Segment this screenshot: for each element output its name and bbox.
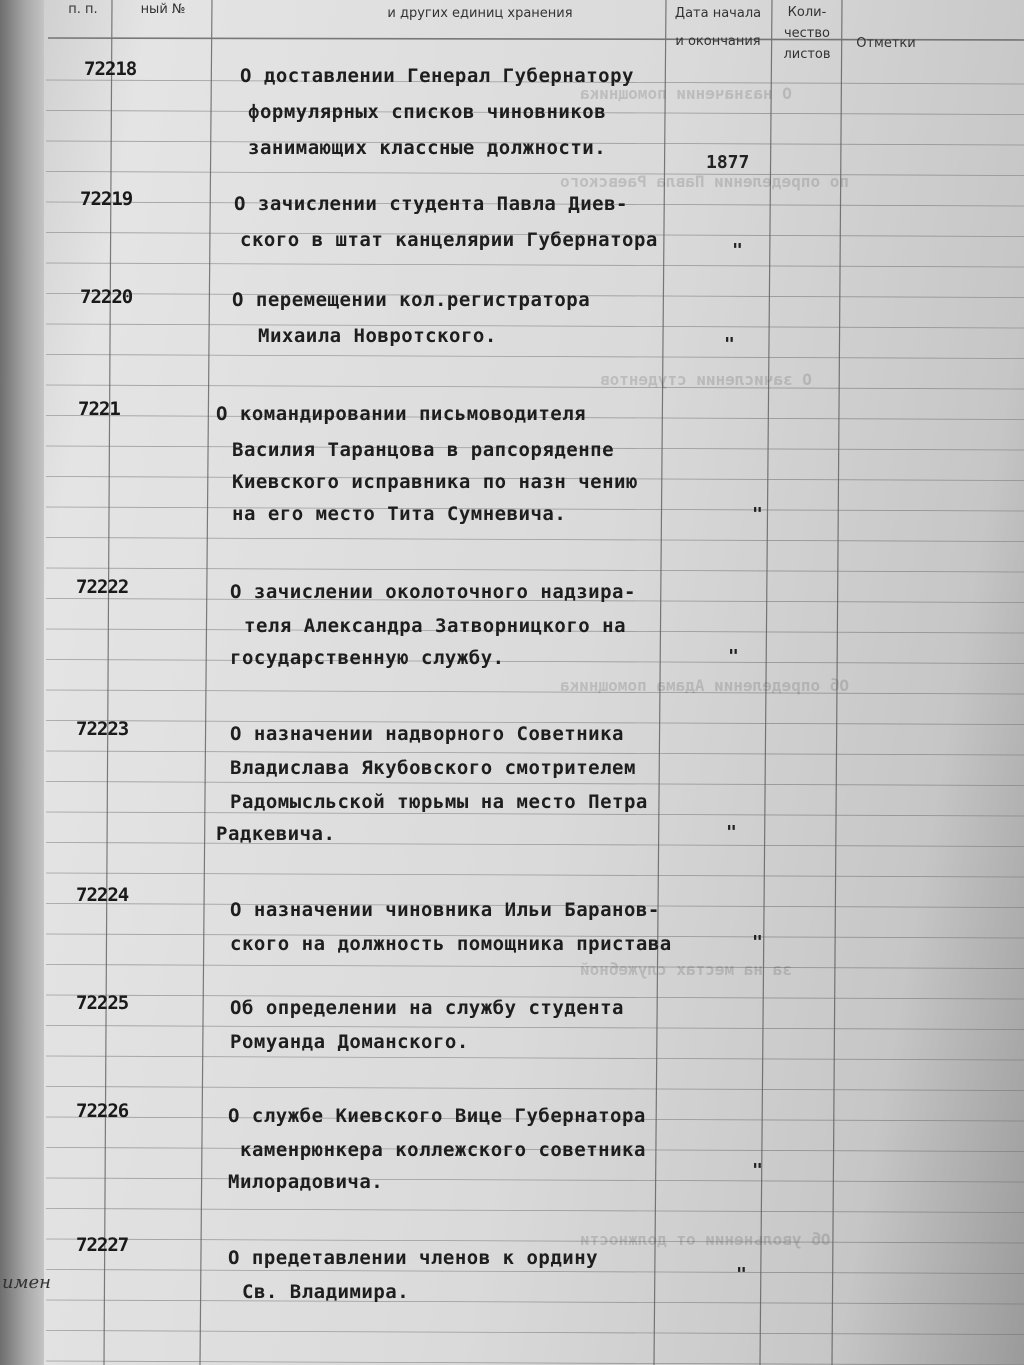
ruled-line <box>46 873 1024 877</box>
entry-title-line: О зачислении околоточного надзира- <box>230 581 636 603</box>
ruled-line <box>46 263 1024 267</box>
ruled-line <box>46 324 1024 328</box>
entry-title-line: Василия Таранцова в рапсоряденпе <box>232 439 615 461</box>
entry-title-line: О назначении надворного Советника <box>230 723 624 745</box>
header-title: и других единиц хранения <box>387 6 573 21</box>
bleed-through-text: О назначении помощника <box>580 84 792 103</box>
entry-title-line: Милорадовича. <box>228 1171 384 1193</box>
entry-date: " <box>726 822 737 843</box>
ruled-line <box>46 172 1024 176</box>
entry-date: " <box>752 504 763 525</box>
header-count: Коли- чество листов <box>783 5 831 62</box>
entry-title-line: Радкевича. <box>216 823 336 845</box>
entry-date: " <box>732 240 743 261</box>
entry-date: " <box>752 932 763 953</box>
entry-title-line: О перемещении кол.регистратора <box>232 289 591 311</box>
ruled-line <box>46 1361 1024 1365</box>
entry-date: " <box>724 334 735 355</box>
entry-title-line: ского в штат канцелярии Губернатора <box>240 229 658 251</box>
entry-title-line: на его место Тита Сумневича. <box>232 503 567 525</box>
ruled-line <box>46 1209 1024 1213</box>
bleed-through-text: Об увольнении от должности <box>580 1230 831 1249</box>
entry-number: 72223 <box>76 718 129 740</box>
entry-number: 72225 <box>76 992 129 1014</box>
entry-number: 72219 <box>80 188 133 210</box>
entry-number: 72220 <box>80 286 133 308</box>
entry-title-line: Ромуанда Доманского. <box>230 1031 469 1053</box>
ruled-line <box>46 843 1024 847</box>
header-num: ный № <box>140 2 186 17</box>
entry-title-line: О службе Киевского Вице Губернатора <box>228 1105 646 1127</box>
entry-date: " <box>728 646 739 667</box>
ruled-line <box>46 965 1024 969</box>
header-date: Дата начала и окончания <box>674 6 762 49</box>
ruled-line <box>46 538 1024 542</box>
entry-title-line: Об определении на службу студента <box>230 997 624 1019</box>
bleed-through-text: по определении Павла Раевского <box>560 172 849 191</box>
ruled-line <box>46 1178 1024 1182</box>
entry-date: " <box>736 1264 747 1285</box>
entry-title-line: каменрюнкера коллежского советника <box>240 1139 646 1161</box>
ruled-line <box>46 355 1024 359</box>
entry-number: 72222 <box>76 576 129 598</box>
entry-title-line: О командировании письмоводителя <box>216 403 587 425</box>
entry-date: 1877 <box>706 152 750 173</box>
header-notes: Отметки <box>856 36 916 51</box>
entry-title-line: О назначении чиновника Ильи Баранов- <box>230 899 660 921</box>
entry-title-line: формулярных списков чиновников <box>248 101 607 123</box>
ruled-line <box>46 385 1024 389</box>
bleed-through-text: за на местах служебной <box>580 960 792 979</box>
entry-title-line: занимающих классные должности. <box>248 137 607 159</box>
entry-number: 72224 <box>76 884 129 906</box>
ruled-line <box>46 1026 1024 1030</box>
entry-date: " <box>752 1160 763 1181</box>
ruled-line <box>46 1331 1024 1335</box>
ruled-line <box>46 568 1024 572</box>
entry-title-line: Владислава Якубовского смотрителем <box>230 757 636 779</box>
entry-title-line: Радомысльской тюрьмы на место Петра <box>230 791 648 813</box>
entry-title-line: Св. Владимира. <box>242 1281 410 1303</box>
entry-title-line: О зачислении студента Павла Диев- <box>234 193 628 215</box>
entry-number: 72218 <box>84 58 137 80</box>
ruled-line <box>46 690 1024 694</box>
entry-title-line: Михаила Новротского. <box>258 325 497 347</box>
bleed-through-text: О зачислении студентов <box>600 370 812 389</box>
entry-number: 7221 <box>78 398 120 420</box>
ruled-line <box>46 660 1024 664</box>
bleed-through-text: Об определении Адама помощника <box>560 676 849 695</box>
entry-title-line: теля Александра Затворницкого на <box>244 615 627 637</box>
entry-title-line: Киевского исправника по назн чению <box>232 471 638 493</box>
ruled-line <box>46 1087 1024 1091</box>
entry-title-line: ского на должность помощника пристава <box>230 933 672 955</box>
ruled-line <box>46 1300 1024 1304</box>
ruled-line <box>46 1056 1024 1060</box>
entry-number: 72227 <box>76 1234 129 1256</box>
margin-handwriting: имен <box>2 1272 52 1293</box>
entry-title-line: О доставлении Генерал Губернатору <box>240 65 634 87</box>
entry-number: 72226 <box>76 1100 129 1122</box>
entry-title-line: государственную службу. <box>230 647 505 669</box>
entry-title-line: О предетавлении членов к ордину <box>228 1247 599 1269</box>
header-pp: п. п. <box>68 2 98 17</box>
